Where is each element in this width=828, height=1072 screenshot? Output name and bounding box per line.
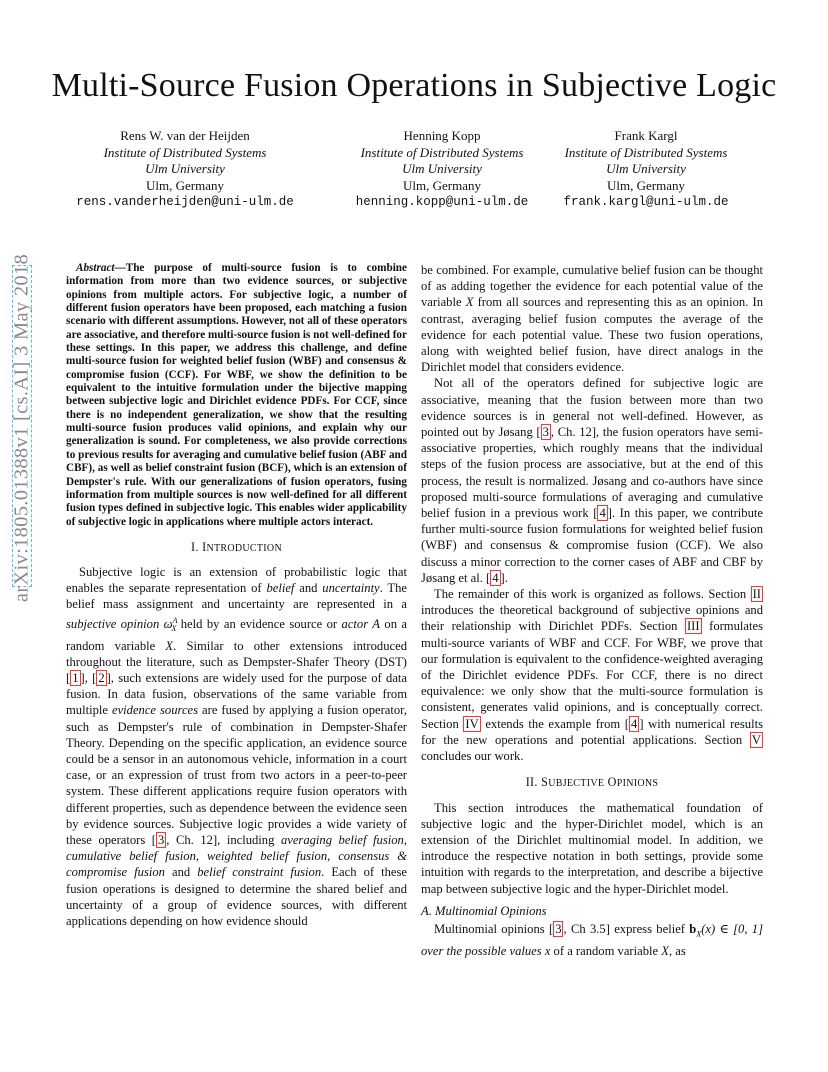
opinion-symbol: ω: [159, 616, 173, 631]
author-email[interactable]: henning.kopp@uni-ulm.de: [355, 195, 529, 210]
author-institute: Institute of Distributed Systems: [360, 144, 524, 160]
author-university: Ulm University: [145, 161, 225, 177]
citation-link[interactable]: 4: [599, 506, 606, 521]
author-name: Henning Kopp: [403, 128, 481, 143]
citation-link[interactable]: 3: [542, 425, 549, 440]
citation-link[interactable]: 2: [98, 671, 105, 685]
section-heading-subjective-opinions: II. SUBJECTIVE OPINIONS: [525, 775, 659, 790]
section-paragraph: Multinomial opinions [ 3 , Ch 3.5] express belief $b_X(x)$ ∈ [0, 1] over the possible values x of a random variable X, as: [421, 921, 763, 958]
author-email[interactable]: rens.vanderheijden@uni-ulm.de: [76, 195, 294, 210]
author-university: Ulm University: [606, 161, 686, 177]
author-name: Rens W. van der Heijden: [120, 128, 250, 143]
intro-paragraph: Subjective logic is an extension of probabilistic logic that enables the separate representation of belief and uncertainty. The belief mass assignment and uncertainty are represented in a subjective opinion $\omega^A_X$ held by an evidence source or actor A on a random variable X. Similar to other extensions introduced throughout the literature, such as Dempster-Shafer Theory (DST) [ 1 ], [ 2 ], such extensions are widely used for the purpose of data fusion. In data fusion, observations of the same variable from multiple evidence sources are fused by applying a fusion operator, such as Dempster's rule of combination in Dempster-Shafer Theory. Depending on the specific application, an evidence source could be a sensor in an autonomous vehicle, information in a court case, or an expression of trust from two actors in a peer-to-peer system. These different applications require fusion operators with different properties, such as dependence between the evidence seen by evidence sources. Subjective logic provides a wide variety of these operators [ 3 , Ch. 12], including averaging belief fusion, cumulative belief fusion, weighted belief fusion, consensus & compromise fusion and belief constraint fusion. Each of these fusion operations is designed to determine the shared belief and uncertainty of a group of evidence sources, with different applications depending on how evidence should: [66, 565, 408, 929]
section-link[interactable]: IV: [465, 716, 479, 731]
abstract-label: Abstract: [76, 262, 115, 274]
section-link[interactable]: II: [752, 587, 761, 602]
author-block: [526, 128, 766, 211]
intro-paragraph: Not all of the operators defined for subjective logic are associative, meaning that the fusion between more than two evidence sources is in general not well-defined. However, as pointed out by Jøsang [ 3 , Ch. 12], the fusion operators have semi-associative properties, which roughly means that the individual steps of the fusion process are associative, but at the end of this process, the result is normalized. Jøsang and co-authors have since proposed multi-source formulations of averaging and cumulative belief fusion in a previous work [ 4 ]. In this paper, we contribute further multi-source fusion formulations for weighted belief fusion (WBF) and consensus & compromise fusion (CCF). We also discuss a minor correction to the corner cases of ABF and CBF by Jøsang et al. [ 4 ].: [421, 376, 763, 585]
section-paragraph: This section introduces the mathematical foundation of subjective logic and the hyper-Dirichlet model, which is an extension of the Dirichlet multinomial model. In addition, we introduce the respective notation in both settings, provide some intuition with regards to the interpretation, and describe a bijective map between subjective logic and the hyper-Dirichlet model.: [421, 800, 763, 896]
citation-link[interactable]: 4: [492, 570, 499, 585]
arxiv-identifier[interactable]: arXiv:1805.01388v1 [cs.AI] 3 May 2018: [10, 253, 33, 603]
author-university: Ulm University: [402, 161, 482, 177]
abstract-text: —The purpose of multi-source fusion is to combine information from more than two evidence sources, or subjective opinions from multiple actors. For subjective logic, a number of different fusion operators have been proposed, each matching a fusion scenario with different assumptions. However, not all of these operators are associative, and therefore multi-source fusion is not well-defined for these settings. In this paper, we address this challenge, and define multi-source fusion for weighted belief fusion (WBF) and consensus & compromise fusion (CCF). For WBF, we show the definition to be equivalent to the intuitive formulation under the bijective mapping between subjective logic and Dirichlet evidence PDFs. For CCF, since there is no independent generalization, we show that the resulting multi-source fusion produces valid opinions, and explain why our generalization is sound. For completeness, we also provide corrections to previous results for averaging and cumulative belief fusion (ABF and CBF), as well as belief constraint fusion (BCF), which is an extension of Dempster's rule. With our generalizations of fusion operators, fusing information from multiple sources is now well-defined for all different fusion types defined in subjective logic. This enables wider applicability of subjective logic in applications where multiple actors interact.: [66, 262, 407, 528]
section-heading-introduction: I. INTRODUCTION: [191, 539, 282, 554]
intro-paragraph: The remainder of this work is organized as follows. Section II introduces the theoretical background of subjective opinions and their relationship with Dirichlet PDFs. Section III formulates multi-source variants of WBF and CCF. For WBF, we prove that our formulation is equivalent to the confidence-weighted averaging of the Dirichlet evidence PDFs. For CCF, there is no direct equivalence: we only show that the multi-source formulation is consistent, generates valid opinions, and is conceptually correct. Section IV extends the example from [ 4 ] with numerical results for the new operations and potential applications. Section V concludes our work.: [421, 587, 763, 764]
intro-paragraph-cont: be combined. For example, cumulative belief fusion can be thought of as adding together the evidence for each potential value of the variable X from all sources and representing this as an opinion. In contrast, averaging belief fusion computes the average of the evidence for each potential value. These two fusion operations, along with weighted belief fusion, have direct analogs in the Dirichlet model that considers evidence.: [421, 263, 763, 375]
section-link[interactable]: III: [686, 619, 700, 634]
citation-link[interactable]: 3: [158, 833, 165, 848]
subsection-heading: A. Multinomial Opinions: [421, 903, 547, 918]
paper-title: Multi-Source Fusion Operations in Subjective Logic: [51, 67, 777, 104]
abstract: [66, 262, 407, 529]
citation-link[interactable]: 1: [72, 671, 79, 685]
author-location: Ulm, Germany: [403, 177, 481, 193]
arxiv-stamp[interactable]: [2, 253, 42, 603]
citation-link[interactable]: 4: [631, 716, 638, 731]
citation-link[interactable]: 3: [555, 921, 562, 936]
author-location: Ulm, Germany: [146, 177, 224, 193]
author-institute: Institute of Distributed Systems: [564, 144, 728, 160]
section-link[interactable]: V: [751, 732, 761, 747]
author-name: Frank Kargl: [614, 128, 678, 143]
author-block: [65, 128, 305, 211]
author-institute: Institute of Distributed Systems: [103, 144, 267, 160]
left-column: [66, 262, 407, 929]
author-email[interactable]: frank.kargl@uni-ulm.de: [563, 195, 729, 210]
right-column: [421, 262, 763, 959]
author-location: Ulm, Germany: [607, 177, 685, 193]
